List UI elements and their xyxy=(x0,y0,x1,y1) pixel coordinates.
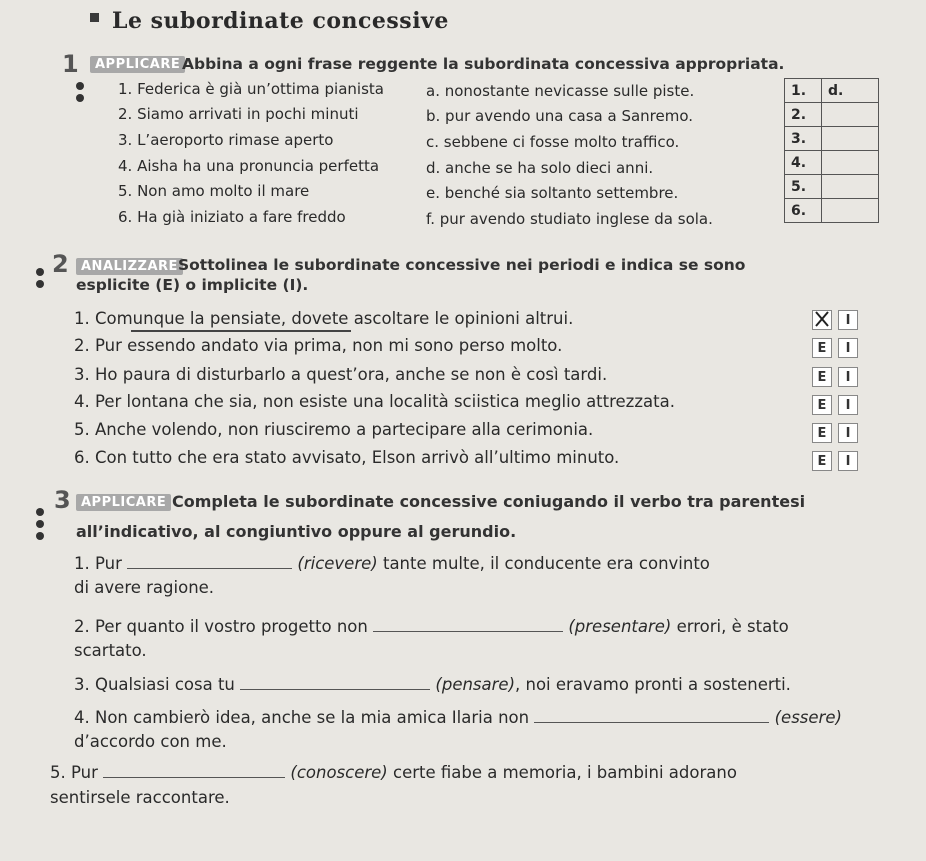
ex2-item: 3. Ho paura di disturbarlo a quest’ora, anche se non è così tardi. xyxy=(74,365,608,384)
difficulty-dot xyxy=(36,280,44,288)
ex1-right-item: c. sebbene ci fosse molto traffico. xyxy=(426,133,680,151)
ex1-left-item: 2. Siamo arrivati in pochi minuti xyxy=(118,105,359,123)
exercise-2-tag: ANALIZZARE xyxy=(76,258,183,275)
answer-blank[interactable] xyxy=(534,708,769,723)
exercise-3-instruction-line2: all’indicativo, al congiuntivo oppure al gerundio. xyxy=(76,522,517,541)
ex3-item-4 xyxy=(74,708,842,727)
answer-row xyxy=(785,79,879,103)
ex3-text: 3. Qualsiasi cosa tu xyxy=(74,675,235,694)
exercise-3-tag: APPLICARE xyxy=(76,494,171,511)
cross-mark-icon xyxy=(812,309,832,329)
ex3-verb: (ricevere) xyxy=(297,554,378,573)
explicit-box[interactable]: E xyxy=(812,367,832,387)
exercise-2-instruction-line2: esplicite (E) o implicite (I). xyxy=(76,276,309,294)
ex3-verb: (pensare) xyxy=(435,675,516,694)
answer-cell[interactable]: d. xyxy=(822,79,879,103)
exercise-3-instruction: Completa le subordinate concessive coniugando il verbo tra parentesi xyxy=(172,492,806,511)
ex1-left-item: 5. Non amo molto il mare xyxy=(118,182,310,200)
ex3-verb: (essere) xyxy=(774,708,842,727)
answer-cell[interactable] xyxy=(822,127,879,151)
ex3-item-4-continued: d’accordo con me. xyxy=(74,732,227,751)
implicit-box[interactable]: I xyxy=(838,338,858,358)
answer-cell[interactable] xyxy=(822,199,879,223)
implicit-box[interactable]: I xyxy=(838,451,858,471)
answer-blank[interactable] xyxy=(240,675,430,690)
ex3-item-1-continued: di avere ragione. xyxy=(74,578,215,597)
ex2-item: 2. Pur essendo andato via prima, non mi sono perso molto. xyxy=(74,336,563,355)
ex3-verb: (conoscere) xyxy=(290,763,388,782)
explicit-box[interactable]: E xyxy=(812,395,832,415)
answer-blank[interactable] xyxy=(127,554,292,569)
ex2-item: 5. Anche volendo, non riusciremo a partecipare alla cerimonia. xyxy=(74,420,594,439)
difficulty-dots xyxy=(76,82,84,102)
ex1-right-item: d. anche se ha solo dieci anni. xyxy=(426,159,654,177)
page-title: Le subordinate concessive xyxy=(112,8,449,34)
answer-number: 6. xyxy=(785,199,822,223)
ex3-text: 1. Pur xyxy=(74,554,122,573)
ex3-text: tante multe, il conducente era convinto xyxy=(382,554,710,573)
ex1-right-item: a. nonostante nevicasse sulle piste. xyxy=(426,82,695,100)
ex3-text: 2. Per quanto il vostro progetto non xyxy=(74,617,368,636)
implicit-box[interactable]: I xyxy=(838,395,858,415)
answer-number: 4. xyxy=(785,151,822,175)
exercise-3-number: 3 xyxy=(54,486,71,514)
implicit-box[interactable]: I xyxy=(838,310,858,330)
explicit-box[interactable]: E xyxy=(812,338,832,358)
ex3-text: 4. Non cambierò idea, anche se la mia amica Ilaria non xyxy=(74,708,530,727)
difficulty-dot xyxy=(36,268,44,276)
ex1-right-item: e. benché sia soltanto settembre. xyxy=(426,184,679,202)
exercise-1-instruction: Abbina a ogni frase reggente la subordinata concessiva appropriata. xyxy=(182,55,785,73)
ex3-text: , noi eravamo pronti a sostenerti. xyxy=(515,675,791,694)
answer-blank[interactable] xyxy=(103,763,285,778)
ex3-text: 5. Pur xyxy=(50,763,98,782)
answer-cell[interactable] xyxy=(822,151,879,175)
ex1-left-item: 4. Aisha ha una pronuncia perfetta xyxy=(118,157,380,175)
exercise-2-instruction: Sottolinea le subordinate concessive nei periodi e indica se sono xyxy=(178,256,746,274)
exercise-2-number: 2 xyxy=(52,250,69,278)
answer-number: 3. xyxy=(785,127,822,151)
ex3-item-2-continued: scartato. xyxy=(74,641,147,660)
explicit-box[interactable]: E xyxy=(812,423,832,443)
answer-number: 2. xyxy=(785,103,822,127)
difficulty-dots xyxy=(36,268,44,288)
difficulty-dot xyxy=(36,508,44,516)
answer-row xyxy=(785,151,879,175)
answer-row xyxy=(785,103,879,127)
difficulty-dot xyxy=(36,520,44,528)
answer-row xyxy=(785,127,879,151)
answer-blank[interactable] xyxy=(373,617,563,632)
student-underline xyxy=(131,330,351,332)
ex3-item-2 xyxy=(74,617,789,636)
ex2-item: 4. Per lontana che sia, non esiste una località sciistica meglio attrezzata. xyxy=(74,392,675,411)
answer-cell[interactable] xyxy=(822,103,879,127)
ex3-item-5 xyxy=(50,763,737,782)
ex1-right-item: b. pur avendo una casa a Sanremo. xyxy=(426,107,694,125)
ex3-text: errori, è stato xyxy=(676,617,789,636)
ex1-left-item: 6. Ha già iniziato a fare freddo xyxy=(118,208,346,226)
ex3-text: certe fiabe a memoria, i bambini adorano xyxy=(393,763,737,782)
implicit-box[interactable]: I xyxy=(838,423,858,443)
exercise-1-tag: APPLICARE xyxy=(90,56,185,73)
explicit-box[interactable]: E xyxy=(812,451,832,471)
ex1-right-item: f. pur avendo studiato inglese da sola. xyxy=(426,210,713,228)
ex3-item-5-continued: sentirsele raccontare. xyxy=(50,788,230,807)
answer-row xyxy=(785,199,879,223)
ex2-item: 1. Comunque la pensiate, dovete ascoltare le opinioni altrui. xyxy=(74,309,574,328)
difficulty-dot xyxy=(76,94,84,102)
answer-cell[interactable] xyxy=(822,175,879,199)
answer-row xyxy=(785,175,879,199)
exercise-1-number: 1 xyxy=(62,50,79,78)
difficulty-dot xyxy=(36,532,44,540)
answer-number: 1. xyxy=(785,79,822,103)
difficulty-dots xyxy=(36,508,44,540)
title-bullet xyxy=(90,13,99,22)
implicit-box[interactable]: I xyxy=(838,367,858,387)
answer-number: 5. xyxy=(785,175,822,199)
ex3-item-1 xyxy=(74,554,710,573)
ex2-item: 6. Con tutto che era stato avvisato, Elson arrivò all’ultimo minuto. xyxy=(74,448,620,467)
difficulty-dot xyxy=(76,82,84,90)
answer-table xyxy=(784,78,879,223)
ex3-verb: (presentare) xyxy=(568,617,672,636)
ex1-left-item: 3. L’aeroporto rimase aperto xyxy=(118,131,334,149)
ex1-left-item: 1. Federica è già un’ottima pianista xyxy=(118,80,384,98)
ex3-item-3 xyxy=(74,675,791,694)
